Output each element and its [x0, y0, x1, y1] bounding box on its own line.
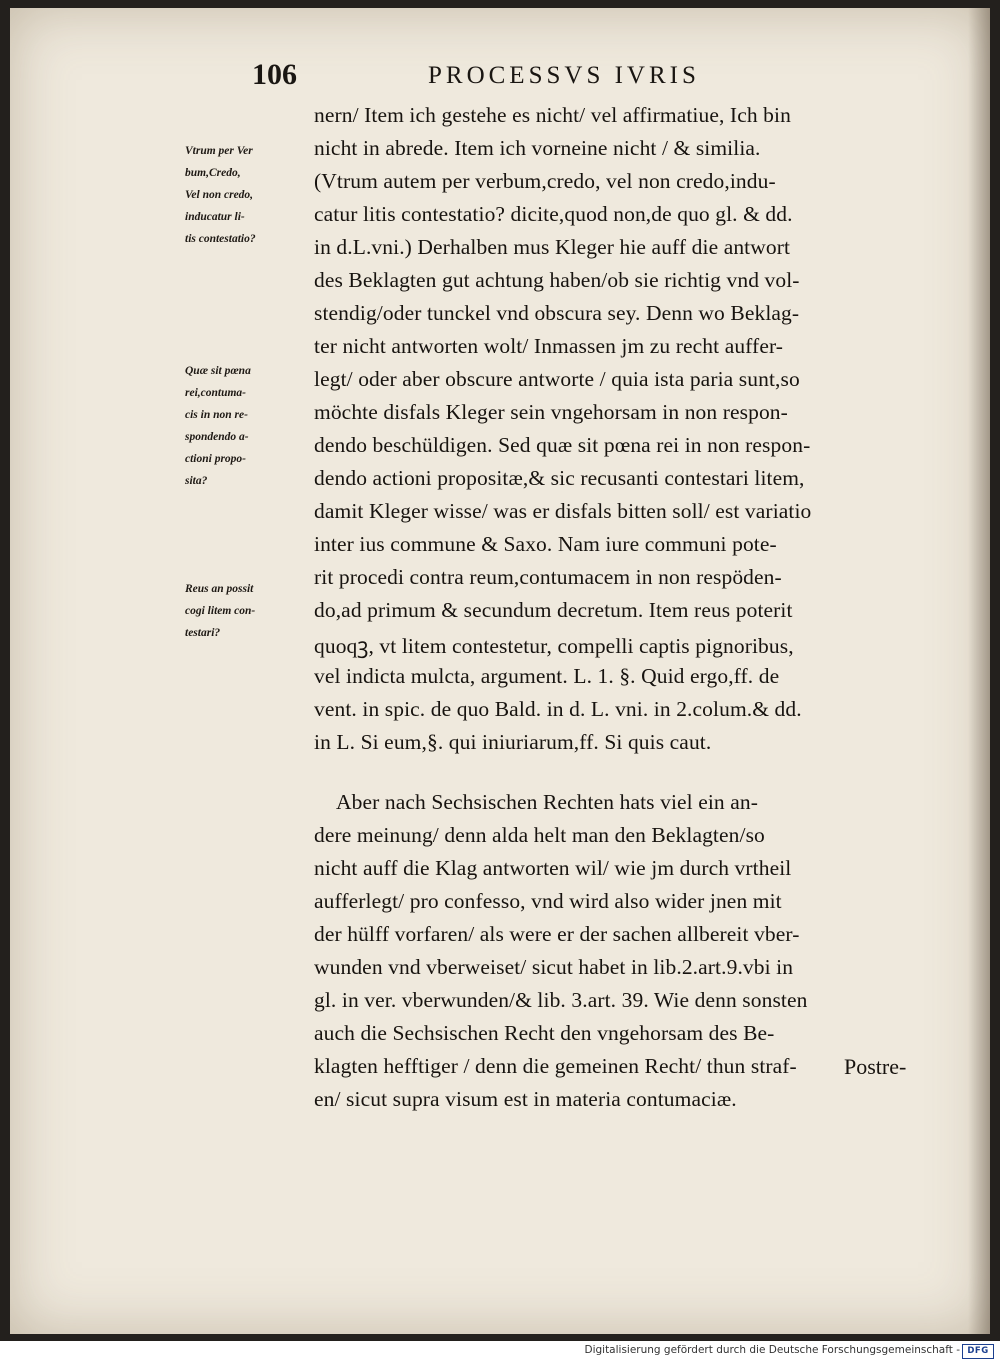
text-line: vent. in spic. de quo Bald. in d. L. vni. in 2.colum.& dd.	[314, 697, 802, 721]
text-line: damit Kleger wisse/ was er disfals bitten soll/ est variatio	[314, 499, 812, 523]
text-line: inter ius commune & Saxo. Nam iure communi pote-	[314, 532, 777, 556]
margin-note-line: spondendo a-	[185, 431, 249, 443]
text-line: vel indicta mulcta, argument. L. 1. §. Quid ergo,ff. de	[314, 664, 780, 688]
text-line: wunden vnd vberweiset/ sicut habet in lib.2.art.9.vbi in	[314, 955, 794, 979]
text-line: dendo beschüldigen. Sed quæ sit pœna rei in non respon-	[314, 433, 811, 457]
margin-note-line: rei,contuma-	[185, 387, 247, 399]
page-edge-shadow	[968, 8, 990, 1334]
margin-note-line: testari?	[185, 627, 221, 639]
text-line: des Beklagten gut achtung haben/ob sie richtig vnd vol-	[314, 268, 800, 292]
text-line: nicht auff die Klag antworten wil/ wie jm durch vrtheil	[314, 856, 792, 880]
digitization-footer	[0, 1341, 1000, 1361]
margin-note-line: cogi litem con-	[185, 605, 256, 617]
text-line: stendig/oder tunckel vnd obscura sey. Denn wo Beklag-	[314, 301, 800, 325]
page-header	[252, 58, 872, 98]
text-line: möchte disfals Kleger sein vngehorsam in non respon-	[314, 400, 788, 424]
text-line: aufferlegt/ pro confesso, vnd wird also wider jnen mit	[314, 889, 782, 913]
margin-note-line: Quæ sit pœna	[185, 365, 251, 377]
text-line: der hülff vorfaren/ als were er der sachen allbereit vber-	[314, 922, 800, 946]
text-line: legt/ oder aber obscure antworte / quia ista paria sunt,so	[314, 367, 800, 391]
text-line: ter nicht antworten wolt/ Inmassen jm zu recht auffer-	[314, 334, 784, 358]
text-line: in L. Si eum,§. qui iniuriarum,ff. Si quis caut.	[314, 730, 712, 754]
margin-note-line: cis in non re-	[185, 409, 248, 421]
margin-note-line: tis contestatio?	[185, 233, 256, 245]
text-line: do,ad primum & secundum decretum. Item reus poterit	[314, 598, 793, 622]
text-line: quoqꝫ, vt litem contestetur, compelli captis pignoribus,	[314, 634, 794, 658]
page-number: 106	[252, 58, 297, 91]
text-line: nern/ Item ich gestehe es nicht/ vel affirmatiue, Ich bin	[314, 103, 791, 127]
margin-note-line: Vtrum per Ver	[185, 145, 253, 157]
dfg-logo: DFG	[962, 1344, 994, 1359]
margin-note-line: sita?	[185, 475, 208, 487]
text-line: catur litis contestatio? dicite,quod non,de quo gl. & dd.	[314, 202, 793, 226]
text-line: nicht in abrede. Item ich vorneine nicht / & similia.	[314, 136, 761, 160]
text-line: in d.L.vni.) Derhalben mus Kleger hie auff die antwort	[314, 235, 791, 259]
margin-note-line: Vel non credo,	[185, 189, 254, 201]
text-line: gl. in ver. vberwunden/& lib. 3.art. 39. Wie denn sonsten	[314, 988, 808, 1012]
catchword: Postre-	[844, 1054, 907, 1079]
text-line: dere meinung/ denn alda helt man den Beklagten/so	[314, 823, 765, 847]
text-line: en/ sicut supra visum est in materia contumaciæ.	[314, 1087, 737, 1111]
text-line: dendo actioni propositæ,& sic recusanti contestari litem,	[314, 466, 805, 490]
text-line: klagten hefftiger / denn die gemeinen Recht/ thun straf-	[314, 1054, 797, 1078]
margin-note-line: bum,Credo,	[185, 167, 241, 179]
margin-note-line: ctioni propo-	[185, 453, 247, 465]
running-head: PROCESSVS IVRIS	[428, 62, 700, 89]
text-line: (Vtrum autem per verbum,credo, vel non credo,indu-	[314, 169, 776, 193]
text-line: rit procedi contra reum,contumacem in non respöden-	[314, 565, 782, 589]
footer-credit: Digitalisierung gefördert durch die Deutsche Forschungsgemeinschaft -	[584, 1344, 960, 1356]
text-line: auch die Sechsischen Recht den vngehorsam des Be-	[314, 1021, 775, 1045]
margin-note-line: Reus an possit	[185, 583, 254, 595]
text-line: Aber nach Sechsischen Rechten hats viel ein an-	[336, 790, 759, 814]
margin-note-line: inducatur li-	[185, 211, 245, 223]
